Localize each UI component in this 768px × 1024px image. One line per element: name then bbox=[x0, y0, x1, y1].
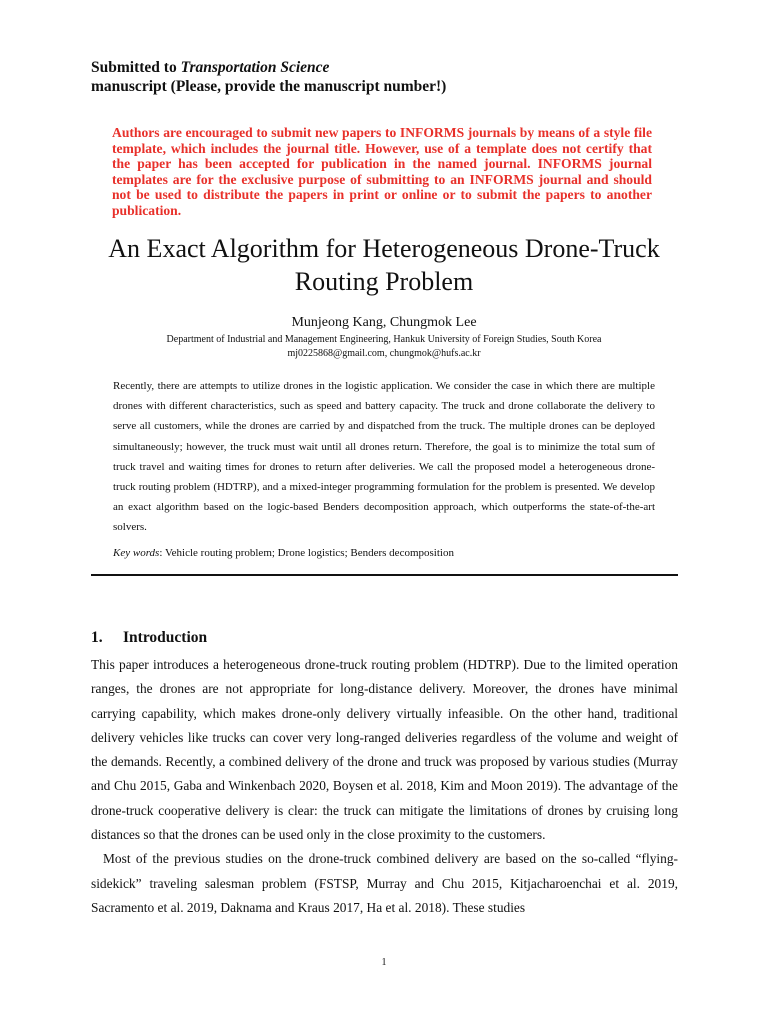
affiliation: Department of Industrial and Management Engineering, Hankuk University of Foreign Studies, South Korea bbox=[166, 334, 602, 345]
page-number: 1 bbox=[381, 957, 387, 968]
template-notice: Authors are encouraged to submit new papers to INFORMS journals by means of a style file template, which includes the journal title. However, use of a template does not certify that the paper has been accepted for publication in the named journal. INFORMS journal templates are for the exclusive purpose of submitting to an INFORMS journal and should not be used to distribute the papers in print or online or to submit the papers to another publication. bbox=[112, 125, 652, 218]
keywords-text: Vehicle routing problem; Drone logistics; Benders decomposition bbox=[164, 547, 454, 559]
author-emails: mj0225868@gmail.com, chungmok@hufs.ac.kr bbox=[287, 347, 481, 359]
horizontal-rule bbox=[91, 574, 678, 576]
paragraph: This paper introduces a heterogeneous drone-truck routing problem (HDTRP). Due to the limited operation ranges, the drones are not appropriate for long-distance delivery. Moreover, the drones have minimal carrying capability, which makes drone-only delivery virtually infeasible. On the other hand, traditional delivery vehicles like trucks can cover very long-ranged deliveries regardless of the volume and weight of the demands. Recently, a combined delivery of the drone and truck was proposed by various studies (Murray and Chu 2015, Gaba and Winkenbach 2020, Boysen et al. 2018, Kim and Moon 2019). The advantage of the drone-truck cooperative delivery is clear: the truck can mitigate the limitations of drones by cruising long distances so that the drones can be used only in the close proximity to the customers. bbox=[91, 657, 678, 843]
section-title: Introduction bbox=[123, 629, 208, 646]
journal-name: Transportation Science bbox=[180, 59, 330, 76]
section-heading bbox=[91, 628, 207, 648]
keywords bbox=[113, 545, 655, 561]
keywords-separator: : bbox=[159, 547, 165, 559]
body-text bbox=[91, 653, 678, 920]
abstract: Recently, there are attempts to utilize drones in the logistic application. We consider the case in which there are multiple drones with different characteristics, such as speed and battery capacity. The truck and drone collaborate the delivery to serve all customers, while the drones are carried by and dispatched from the truck. The multiple drones can be deployed simultaneously; however, the truck must wait until all drones return. Therefore, the goal is to minimize the total sum of truck travel and waiting times for drones to return after deliveries. We call the proposed model a heterogeneous drone-truck routing problem (HDTRP), and a mixed-integer programming formulation for the problem is presented. We develop an exact algorithm based on the logic-based Benders decomposition approach, which outperforms the state-of-the-art solvers. bbox=[113, 380, 655, 534]
journal-header bbox=[91, 58, 446, 96]
paper-title: An Exact Algorithm for Heterogeneous Drone-Truck Routing Problem bbox=[108, 234, 660, 296]
submitted-prefix: Submitted to bbox=[91, 59, 181, 76]
paragraph: Most of the previous studies on the drone-truck combined delivery are based on the so-called “flying-sidekick” traveling salesman problem (FSTSP, Murray and Chu 2015, Kitjacharoenchai et al. 2019, Sacramento et al. 2019, Daknama and Kraus 2017, Ha et al. 2018). These studies bbox=[91, 851, 678, 915]
affiliation-block bbox=[84, 333, 684, 360]
keywords-label: Key words bbox=[113, 547, 160, 559]
submission-line bbox=[91, 58, 446, 77]
manuscript-line: manuscript (Please, provide the manuscript number!) bbox=[91, 78, 447, 95]
authors: Munjeong Kang, Chungmok Lee bbox=[291, 315, 477, 330]
section-number: 1. bbox=[91, 629, 103, 646]
